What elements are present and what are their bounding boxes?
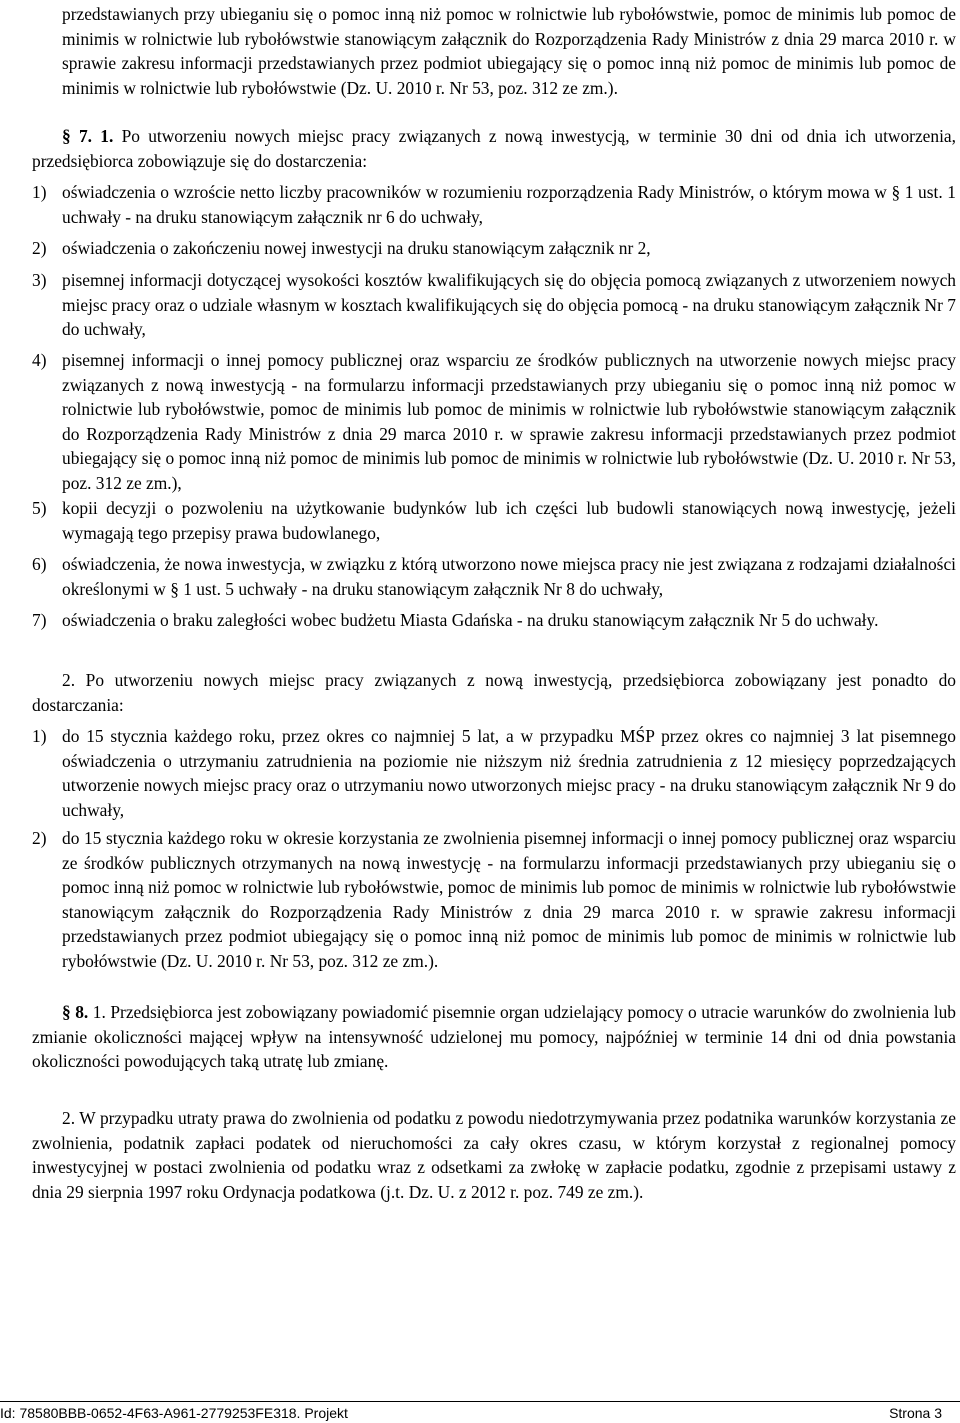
list-item: 7) oświadczenia o braku zaległości wobec budżetu Miasta Gdańska - na druku stanowiącym załącznik Nr 5 do uchwały. bbox=[32, 610, 879, 630]
list-item: 4) pisemnej informacji o innej pomocy publicznej oraz wsparciu ze środków publicznych na utworzenie nowych miejsc pracy związanych z nową inwestycją - na formularzu informacji przedstawianych przy ubieganiu się o pomoc inną niż pomoc w rolnictwie lub rybołówstwie, pomoc de minimis lub pomoc de minimis w rolnictwie lub rybołówstwie stanowiącym załącznik do Rozporządzenia Rady Ministrów z dnia 29 marca 2010 r. w sprawie zakresu informacji przedstawianych przez podmiot ubiegający się o pomoc inną niż pomoc de minimis lub pomoc de minimis w rolnictwie lub rybołówstwie (Dz. U. 2010 r. Nr 53, poz. 312 ze zm.), bbox=[32, 350, 956, 493]
section-8-paragraph-1-text: 1. Przedsiębiorca jest zobowiązany powiadomić pisemnie organ udzielający pomocy o utracie warunków do zwolnienia lub zmianie okoliczności mającej wpływ na intensywność udzielonej mu pomocy, najpóźniej w terminie 14 dni od dnia powstania okoliczności powodujących taką utratę lub zmianę. bbox=[32, 1002, 956, 1072]
section-8-paragraph-2: 2. W przypadku utraty prawa do zwolnienia od podatku z powodu niedotrzymywania przez podatnika warunków korzystania ze zwolnienia, podatnik zapłaci podatek od nieruchomości za cały okres czasu, w którym korzystał z regionalnej pomocy inwestycyjnej w postaci zwolnienia od podatku wraz z odsetkami za zwłokę w zapłacie podatku, zgodnie z przepisami ustawy z dnia 29 sierpnia 1997 roku Ordynacja podatkowa (j.t. Dz. U. z 2012 r. poz. 749 ze zm.). bbox=[32, 1108, 956, 1202]
section-8-paragraph-1 bbox=[32, 1000, 956, 1074]
section-7-paragraph-number: 1. bbox=[100, 126, 114, 146]
section-8-marker: § 8. bbox=[62, 1002, 89, 1022]
section-7-paragraph-2: 2. Po utworzeniu nowych miejsc pracy związanych z nową inwestycją, przedsiębiorca zobowiązany jest ponadto do dostarczania: bbox=[32, 670, 956, 715]
list-item: 1) do 15 stycznia każdego roku, przez okres co najmniej 5 lat, a w przypadku MŚP przez okres co najmniej 3 lat pisemnego oświadczenia o utrzymaniu zatrudnienia na poziomie nie niższym niż średnia zatrudnienia z 12 miesięcy poprzedzających utworzenie nowych miejsc pracy oraz o utrzymaniu nowo utworzonych miejsc pracy - na druku stanowiącym załącznik Nr 9 do uchwały, bbox=[32, 726, 956, 820]
page-number: Strona 3 bbox=[889, 1405, 942, 1421]
list-item: 2) do 15 stycznia każdego roku w okresie korzystania ze zwolnienia pisemnej informacji o innej pomocy publicznej oraz wsparciu ze środków publicznych otrzymanych na nową inwestycję - na formularzu informacji przedstawianych przy ubieganiu się o pomoc inną niż pomoc w rolnictwie lub rybołówstwie, pomoc de minimis lub pomoc de minimis w rolnictwie lub rybołówstwie stanowiącym załącznik do Rozporządzenia Rady Ministrów z dnia 29 marca 2010 r. w sprawie zakresu informacji przedstawianych przez podmiot ubiegający się o pomoc inną niż pomoc de minimis lub pomoc de minimis w rolnictwie lub rybołówstwie (Dz. U. 2010 r. Nr 53, poz. 312 ze zm.). bbox=[32, 828, 956, 971]
section-7-paragraph-1-text: Po utworzeniu nowych miejsc pracy związanych z nową inwestycją, w terminie 30 dni od dnia ich utworzenia, przedsiębiorca zobowiązuje się do dostarczenia: bbox=[32, 126, 956, 171]
list-item: 6) oświadczenia, że nowa inwestycja, w związku z którą utworzono nowe miejsca pracy nie jest związana z rodzajami działalności określonymi w § 1 ust. 5 uchwały - na druku stanowiącym załącznik Nr 8 do uchwały, bbox=[32, 554, 956, 599]
intro-item-continuation: przedstawianych przy ubieganiu się o pomoc inną niż pomoc w rolnictwie lub rybołówstwie, pomoc de minimis lub pomoc de minimis w rolnictwie lub rybołówstwie stanowiącym załącznik do Rozporządzenia Rady Ministrów z dnia 29 marca 2010 r. w sprawie zakresu informacji przedstawianych przez podmiot ubiegający się o pomoc inną niż pomoc de minimis lub pomoc de minimis w rolnictwie lub rybołówstwie (Dz. U. 2010 r. Nr 53, poz. 312 ze zm.). bbox=[62, 4, 956, 98]
list-item: 2) oświadczenia o zakończeniu nowej inwestycji na druku stanowiącym załącznik nr 2, bbox=[32, 238, 651, 258]
list-item: 1) oświadczenia o wzroście netto liczby pracowników w rozumieniu rozporządzenia Rady Ministrów, o którym mowa w § 1 ust. 1 uchwały - na druku stanowiącym załącznik nr 6 do uchwały, bbox=[32, 182, 956, 227]
list-item: 3) pisemnej informacji dotyczącej wysokości kosztów kwalifikujących się do objęcia pomocą związanych z utworzeniem nowych miejsc pracy oraz o udziale własnym w kosztach kwalifikujących się do objęcia pomocą - na druku stanowiącym załącznik Nr 7 do uchwały, bbox=[32, 270, 956, 340]
list-item: 5) kopii decyzji o pozwoleniu na użytkowanie budynków lub ich części lub budowli stanowiących nową inwestycję, jeżeli wymagają tego przepisy prawa budowlanego, bbox=[32, 498, 956, 543]
section-7-marker: § 7. bbox=[62, 126, 93, 146]
document-id: Id: 78580BBB-0652-4F63-A961-2779253FE318. Projekt bbox=[0, 1405, 348, 1421]
section-7-paragraph-1 bbox=[32, 124, 956, 173]
footer-divider bbox=[0, 1401, 960, 1402]
